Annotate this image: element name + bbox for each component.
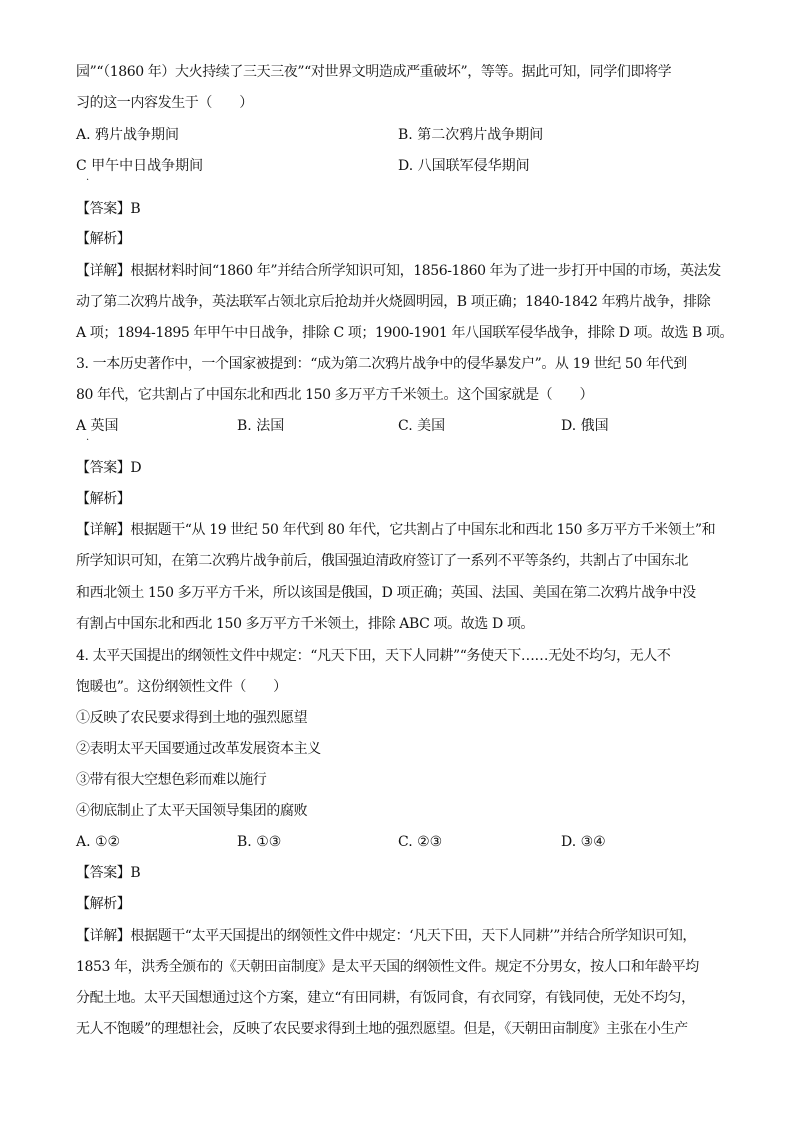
- q4-item-2: ②表明太平天国要通过改革发展资本主义: [76, 741, 321, 757]
- q2-analysis-label: 【解析】: [76, 231, 131, 247]
- q2-answer: 【答案】B: [76, 201, 141, 217]
- q2-detail-line-2: 动了第二次鸦片战争，英法联军占领北京后抢劫并火烧圆明园，B 项正确；1840-1842 年鸦片战争，排除: [76, 294, 711, 310]
- q3-detail-line-3: 和西北领土 150 多万平方千米，所以该国是俄国，D 项正确；英国、法国、美国在第二次鸦片战争中没: [76, 585, 696, 601]
- q4-detail-line-3: 分配土地。太平天国想通过这个方案，建立“有田同耕，有饭同食，有衣同穿，有钱同使，无处不均匀，: [76, 990, 695, 1006]
- q4-detail-line-1: 【详解】根据题干“太平天国提出的纲领性文件中规定：‘凡天下田，天下人同耕’”并结合所学知识可知，: [76, 928, 697, 944]
- q2-option-b: B. 第二次鸦片战争期间: [398, 127, 544, 143]
- q2-detail-line-3: A 项；1894-1895 年甲午中日战争，排除 C 项；1900-1901 年八国联军侵华战争，排除 D 项。故选 B 项。: [76, 325, 734, 341]
- q3-stem-line-1: 3. 一本历史著作中，一个国家被提到：“成为第二次鸦片战争中的侵华暴发户”。从 19 世纪 50 年代到: [76, 356, 687, 372]
- q3-detail-line-4: 有割占中国东北和西北 150 多万平方千米领土，排除 ABC 项。故选 D 项。: [76, 616, 535, 632]
- q3-option-a: A 英国: [76, 418, 119, 434]
- q4-item-3: ③带有很大空想色彩而难以施行: [76, 772, 267, 788]
- q3-option-c: C. 美国: [398, 418, 446, 434]
- q4-answer: 【答案】B: [76, 865, 141, 881]
- q4-analysis-label: 【解析】: [76, 896, 131, 912]
- q3-option-b: B. 法国: [237, 418, 285, 434]
- q4-stem-line-1: 4. 太平天国提出的纲领性文件中规定：“凡天下田，天下人同耕”“务使天下……无处不均匀，无人不: [76, 648, 671, 664]
- q2-stem-line-2: 习的这一内容发生于（ ）: [76, 95, 253, 111]
- q4-option-c: C. ②③: [398, 834, 443, 850]
- q4-item-1: ①反映了农民要求得到土地的强烈愿望: [76, 710, 308, 726]
- q4-detail-line-2: 1853 年，洪秀全颁布的《天朝田亩制度》是太平天国的纲领性文件。规定不分男女，按人口和年龄平均: [76, 959, 699, 975]
- q2-option-d: D. 八国联军侵华期间: [398, 158, 530, 174]
- q3-stem-line-2: 80 年代，它共割占了中国东北和西北 150 多万平方千米领土。这个国家就是（ ）: [76, 387, 594, 403]
- q4-option-b: B. ①③: [237, 834, 282, 850]
- q4-option-a: A. ①②: [76, 834, 121, 850]
- q4-detail-line-4: 无人不饱暖”的理想社会，反映了农民要求得到土地的强烈愿望。但是，《天朝田亩制度》主张在小生产: [76, 1021, 688, 1037]
- q4-stem-line-2: 饱暖也”。这份纲领性文件（ ）: [76, 679, 287, 695]
- q4-item-4: ④彻底制止了太平天国领导集团的腐败: [76, 803, 308, 819]
- q2-stem-line-1: 园”“（1860 年）大火持续了三天三夜”“对世界文明造成严重破坏”，等等。据此可知，同学们即将学: [76, 64, 672, 80]
- q3-analysis-label: 【解析】: [76, 491, 131, 507]
- stray-dot: ·: [86, 175, 90, 186]
- q2-option-a: A. 鸦片战争期间: [76, 127, 180, 143]
- q4-option-d: D. ③④: [561, 834, 606, 850]
- q3-detail-line-2: 所学知识可知，在第二次鸦片战争前后，俄国强迫清政府签订了一系列不平等条约，共割占了中国东北: [76, 553, 688, 569]
- q3-detail-line-1: 【详解】根据题干“从 19 世纪 50 年代到 80 年代，它共割占了中国东北和西北 150 多万平方千米领土”和: [76, 522, 716, 538]
- q3-option-d: D. 俄国: [561, 418, 609, 434]
- q2-option-c: C 甲午中日战争期间: [76, 158, 204, 174]
- stray-dot: ·: [86, 435, 90, 446]
- q2-detail-line-1: 【详解】根据材料时间“1860 年”并结合所学知识可知，1856-1860 年为了进一步打开中国的市场，英法发: [76, 263, 721, 279]
- q3-answer: 【答案】D: [76, 460, 142, 476]
